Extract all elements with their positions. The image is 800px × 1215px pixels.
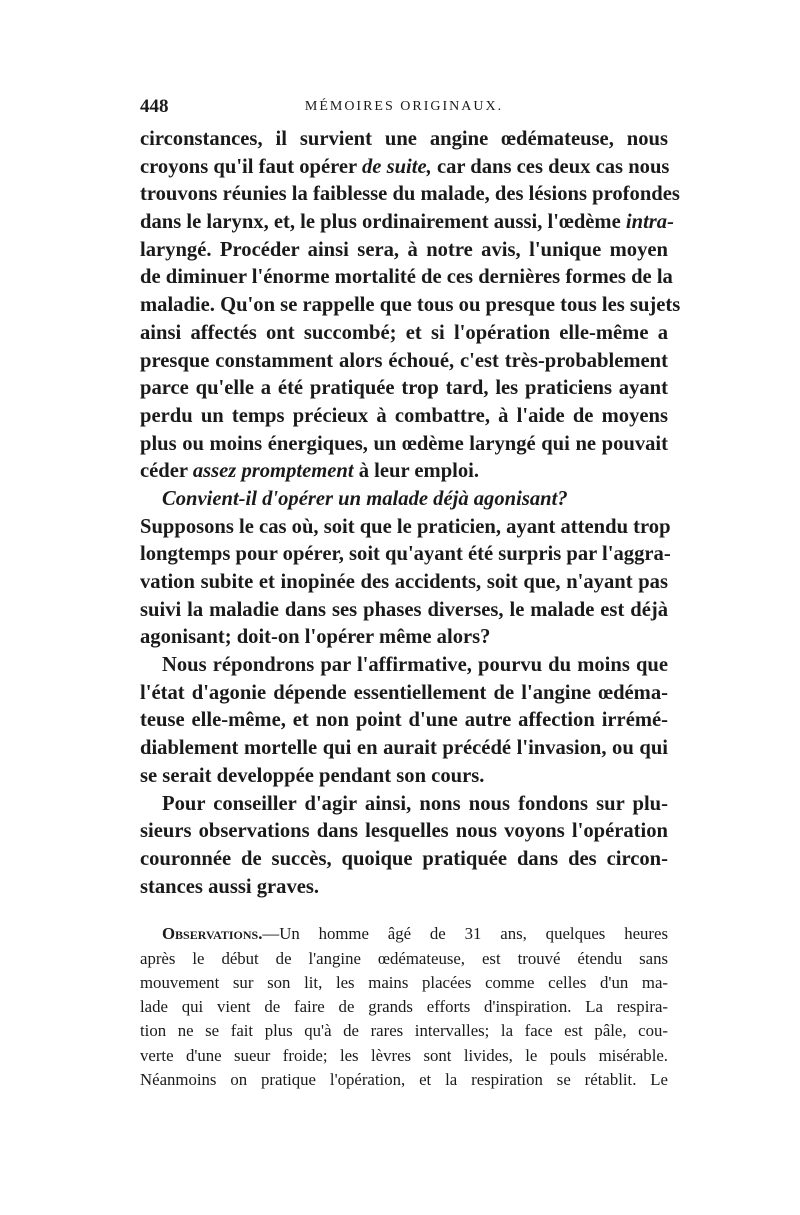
text-line: diablement mortelle qui en aurait précédé l'invasion, ou qui	[140, 737, 668, 760]
text-line: maladie. Qu'on se rappelle que tous ou presque tous les sujets	[140, 294, 681, 317]
text-line: se serait developpée pendant son cours.	[140, 764, 485, 787]
text-line: teuse elle-même, et non point d'une autre affection irrémé-	[140, 709, 668, 732]
text-line: mouvement sur son lit, les mains placées comme celles d'un ma-	[140, 972, 668, 992]
text-line: stances aussi graves.	[140, 875, 320, 898]
italic-text: assez promptement	[192, 460, 354, 483]
text-line: Observations.—Un homme âgé de 31 ans, quelques heures	[162, 924, 668, 944]
main-text	[140, 126, 681, 901]
text-line: longtemps pour opérer, soit qu'ayant été surpris par l'aggra-	[140, 543, 671, 566]
text-line: lade qui vient de faire de grands efforts d'inspiration. La respira-	[140, 997, 668, 1017]
text-line: l'état d'agonie dépende essentiellement de l'angine œdéma-	[140, 681, 668, 704]
text-line: Pour conseiller d'agir ainsi, nons nous fondons sur plu-	[162, 792, 668, 815]
text-line: plus ou moins énergiques, un œdème laryngé qui ne pouvait	[140, 432, 668, 455]
text-line: verte d'une sueur froide; les lèvres sont livides, le pouls misérable.	[140, 1045, 668, 1065]
italic-text: intra-	[625, 211, 674, 234]
running-title: MÉMOIRES ORIGINAUX.	[304, 99, 504, 114]
text-line: après le début de l'angine œdémateuse, est trouvé étendu sans	[140, 948, 668, 968]
observations-block	[140, 922, 668, 1092]
text-line: suivi la maladie dans ses phases diverses, le malade est déjà	[140, 598, 668, 621]
observations-label: Observations.	[162, 924, 263, 944]
text-line: ainsi affectés ont succombé; et si l'opération elle-même a	[140, 321, 668, 344]
text-line: sieurs observations dans lesquelles nous voyons l'opération	[140, 820, 668, 843]
text-line: tion ne se fait plus qu'à de rares intervalles; la face est pâle, cou-	[140, 1021, 668, 1041]
italic-text: de suite,	[361, 155, 432, 178]
text-line: céder assez promptement à leur emploi.	[140, 460, 480, 483]
text-line: Nous répondrons par l'affirmative, pourvu du moins que	[162, 654, 668, 677]
page-number: 448	[140, 96, 169, 117]
text-line: Supposons le cas où, soit que le praticien, ayant attendu trop	[140, 515, 671, 538]
text-line: dans le larynx, et, le plus ordinairement aussi, l'œdème intra-	[140, 211, 674, 234]
text-line: laryngé. Procéder ainsi sera, à notre avis, l'unique moyen	[140, 238, 668, 261]
text-line: agonisant; doit-on l'opérer même alors?	[140, 626, 491, 649]
book-page	[140, 96, 681, 1092]
section-question: Convient-il d'opérer un malade déjà agonisant?	[162, 487, 568, 510]
text-line: vation subite et inopinée des accidents, soit que, n'ayant pas	[140, 571, 668, 593]
text-line: circonstances, il survient une angine œdémateuse, nous	[140, 128, 668, 150]
text-line: de diminuer l'énorme mortalité de ces dernières formes de la	[140, 266, 673, 289]
text-line: couronnée de succès, quoique pratiquée dans des circon-	[140, 847, 668, 870]
text-line: trouvons réunies la faiblesse du malade, des lésions profondes	[140, 183, 680, 206]
text-line: presque constamment alors échoué, c'est très-probablement	[140, 349, 668, 372]
text-line: perdu un temps précieux à combattre, à l'aide de moyens	[140, 404, 668, 427]
text-line: Néanmoins on pratique l'opération, et la respiration se rétablit. Le	[140, 1070, 668, 1090]
text-line: parce qu'elle a été pratiquée trop tard, les praticiens ayant	[140, 377, 668, 400]
running-head	[140, 96, 668, 126]
text-line: croyons qu'il faut opérer de suite, car dans ces deux cas nous	[140, 155, 670, 178]
